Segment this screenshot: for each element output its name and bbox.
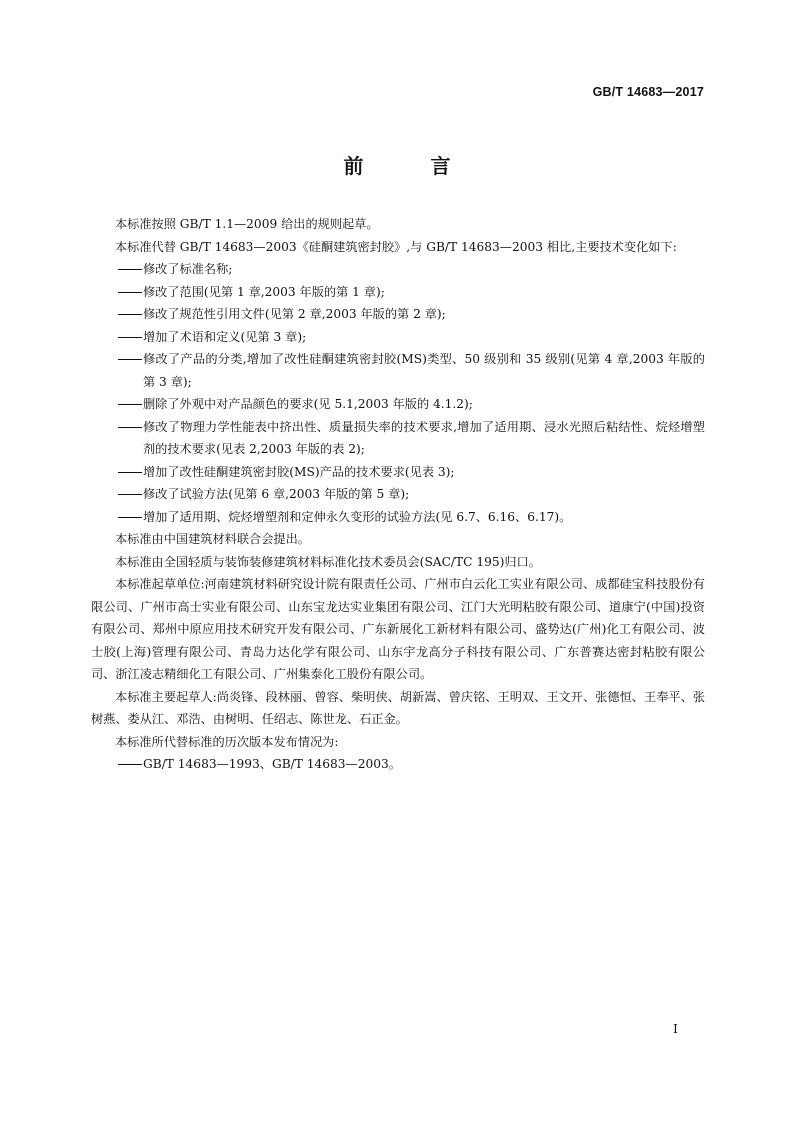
change-item (91, 506, 705, 529)
change-item (91, 483, 705, 506)
paragraph-history-intro: 本标准所代替标准的历次版本发布情况为: (115, 734, 339, 749)
change-text: 修改了试验方法(见第 6 章,2003 年版的第 5 章); (143, 487, 410, 501)
paragraph-drafting-rules: 本标准按照 GB/T 1.1—2009 给出的规则起草。 (115, 217, 379, 231)
change-text: 修改了规范性引用文件(见第 2 章,2003 年版的第 2 章); (143, 307, 446, 321)
change-item (91, 348, 705, 393)
paragraph-drafting-units: 本标准起草单位:河南建筑材料研究设计院有限责任公司、广州市白云化工实业有限公司、成都硅宝科技股份有限公司、广州市高士实业有限公司、山东宝龙达实业集团有限公司、江门大光明粘胶有限公司、道康宁(中国)投资有限公司、郑州中原应用技术研究开发有限公司、广东新展化工新材料有限公司、盛势达(广州)化工有限公司、波士胶(上海)管理有限公司、青岛力达化学有限公司、山东宇龙高分子科技有限公司、广东普赛达密封粘胶有限公司、浙江凌志精细化工有限公司、广州集泰化工股份有限公司。 (91, 577, 705, 681)
change-item (91, 258, 705, 281)
page-title: 前 言 (343, 154, 481, 178)
page-number: I (673, 1021, 678, 1036)
standard-code: GB/T 14683—2017 (592, 85, 704, 99)
history-item (91, 753, 705, 776)
history-text: GB/T 14683—1993、GB/T 14683—2003。 (143, 757, 401, 771)
paragraph-replacement-note: 本标准代替 GB/T 14683—2003《硅酮建筑密封胶》,与 GB/T 14683—2003 相比,主要技术变化如下: (115, 239, 677, 254)
paragraph-drafters: 本标准主要起草人:尚炎锋、段林丽、曾容、柴明侠、胡新嵩、曾庆铭、王明双、王文开、张德恒、王奉平、张树燕、娄从江、邓浩、由树明、任绍志、陈世龙、石正金。 (91, 689, 705, 726)
change-text: 删除了外观中对产品颜色的要求(见 5.1,2003 年版的 4.1.2); (143, 397, 473, 411)
change-item (91, 303, 705, 326)
change-item (91, 326, 705, 349)
change-text: 修改了产品的分类,增加了改性硅酮建筑密封胶(MS)类型、50 级别和 35 级别(见第 4 章,2003 年版的第 3 章); (143, 352, 705, 389)
change-text: 修改了范围(见第 1 章,2003 年版的第 1 章); (143, 284, 385, 299)
change-text: 增加了术语和定义(见第 3 章); (143, 329, 307, 344)
change-text: 修改了物理力学性能表中挤出性、质量损失率的技术要求,增加了适用期、浸水光照后粘结性、烷烃增塑剂的技术要求(见表 2,2003 年版的表 2); (143, 419, 705, 456)
paragraph-committee: 本标准由全国轻质与装饰装修建筑材料标准化技术委员会(SAC/TC 195)归口。 (115, 554, 541, 569)
change-item (91, 416, 705, 461)
change-text: 修改了标准名称; (143, 262, 233, 276)
history-list (91, 753, 705, 776)
change-item (91, 393, 705, 416)
change-item (91, 461, 705, 484)
paragraph-proposer: 本标准由中国建筑材料联合会提出。 (115, 532, 310, 546)
change-text: 增加了适用期、烷烃增塑剂和定伸永久变形的试验方法(见 6.7、6.16、6.17)。 (143, 509, 572, 524)
changes-list (91, 258, 705, 528)
change-item (91, 281, 705, 304)
change-text: 增加了改性硅酮建筑密封胶(MS)产品的技术要求(见表 3); (143, 464, 455, 479)
foreword-body (91, 213, 705, 776)
